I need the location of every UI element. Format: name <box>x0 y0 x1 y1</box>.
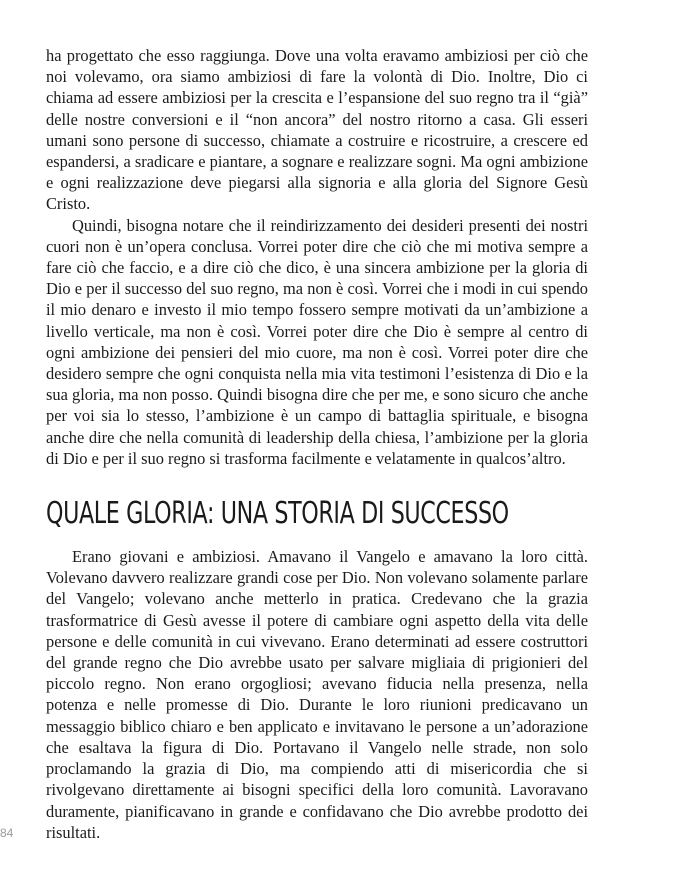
body-paragraph-1: ha progettato che esso raggiunga. Dove una volta eravamo ambiziosi per ciò che noi volevamo, ora siamo ambiziosi di fare la volontà di Dio. Inoltre, Dio ci chiama ad essere ambiziosi per la crescita e l’espansione del suo regno tra il “già” delle nostre conversioni e il “non ancora” del nostro ritorno a casa. Gli esseri umani sono persone di successo, chiamate a costruire e ricostruire, a crescere ed espandersi, a sradicare e piantare, a sognare e realizzare sogni. Ma ogni ambizione e ogni realizzazione deve piegarsi alla signoria e alla gloria del Signore Gesù Cristo. <box>46 46 588 214</box>
section-heading: QUALE GLORIA: UNA STORIA DI SUCCESSO <box>46 496 509 532</box>
body-paragraph-2: Quindi, bisogna notare che il reindirizzamento dei desideri presenti dei nostri cuori non è un’opera conclusa. Vorrei poter dire che ciò che mi motiva sempre a fare ciò che faccio, e a dire ciò che dico, è una sincera ambizione per la gloria di Dio e per il successo del suo regno, ma non è così. Vorrei che i modi in cui spendo il mio denaro e investo il mio tempo fossero sempre motivati da un’ambizione a livello verticale, ma non è così. Vorrei poter dire che Dio è sempre al centro di ogni ambizione dei pensieri del mio cuore, ma non è così. Vorrei poter dire che desidero sempre che ogni conquista nella mia vita testimoni l’esistenza di Dio e la sua gloria, ma non posso. Quindi bisogna dire che per me, e sono sicuro che anche per voi sia lo stesso, l’ambizione è un campo di battaglia spirituale, e bisogna anche dire che nella comunità di leadership della chiesa, l’ambizione per la gloria di Dio e per il suo regno si trasforma facilmente e velatamente in qualcos’altro. <box>46 215 588 468</box>
page-number: 84 <box>0 826 14 840</box>
body-paragraph-3: Erano giovani e ambiziosi. Amavano il Vangelo e amavano la loro città. Volevano davvero realizzare grandi cose per Dio. Non volevano solamente parlare del Vangelo; volevano anche metterlo in pratica. Credevano che la grazia trasformatrice di Gesù avesse il potere di cambiare ogni aspetto della vita delle persone e delle comunità in cui vivevano. Erano determinati ad essere costruttori del grande regno che Dio avrebbe usato per salvare migliaia di prigionieri del piccolo regno. Non erano orgogliosi; avevano fiducia nella presenza, nella potenza e nelle promesse di Dio. Durante le loro riunioni predicavano un messaggio biblico chiaro e ben applicato e invitavano le persone a un’adorazione che esaltava la figura di Dio. Portavano il Vangelo nelle strade, non solo proclamando la grazia di Dio, ma compiendo atti di misericordia che si rivolgevano direttamente ai bisogni specifici della loro comunità. Lavoravano duramente, pianificavano in grande e confidavano che Dio avrebbe prodotto dei risultati. <box>46 547 588 842</box>
page-body <box>46 45 588 843</box>
